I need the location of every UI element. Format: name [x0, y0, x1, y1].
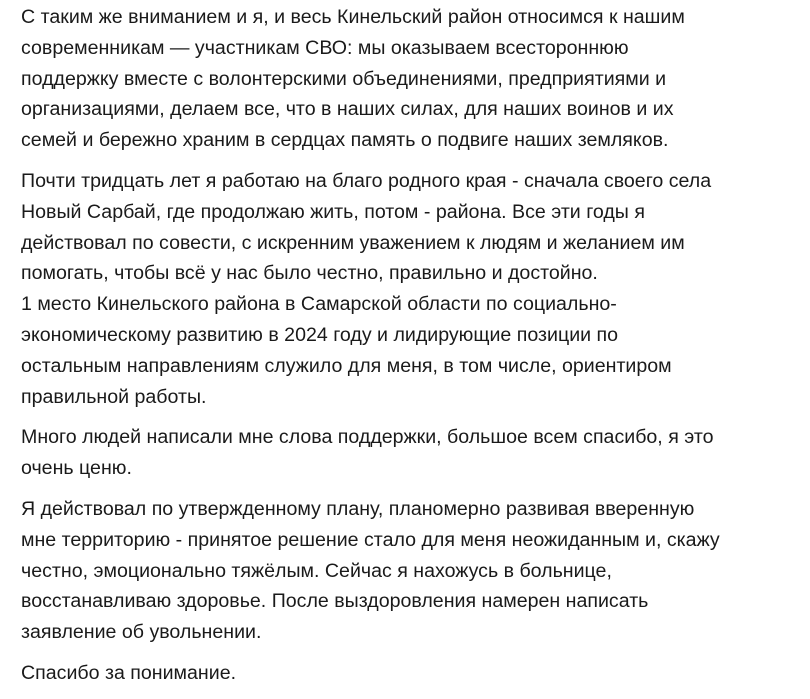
paragraph-thirty-years [21, 166, 801, 412]
text-line: помогать, чтобы всё у нас было честно, правильно и достойно. [21, 262, 598, 285]
text-line: современникам — участникам СВО: мы оказываем всестороннюю [21, 36, 629, 59]
text-line: остальным направлениям служило для меня, в том числе, ориентиром [21, 354, 672, 377]
text-line: Много людей написали мне слова поддержки, большое всем спасибо, я это [21, 426, 714, 449]
text-line: очень ценю. [21, 457, 132, 480]
text-line: правильной работы. [21, 385, 207, 408]
text-line: честно, эмоционально тяжёлым. Сейчас я нахожусь в больнице, [21, 559, 612, 582]
text-line: экономическому развитию в 2024 году и лидирующие позиции по [21, 323, 619, 346]
paragraph-svo-support [21, 2, 801, 156]
text-line: поддержку вместе с волонтерскими объединениями, предприятиями и [21, 67, 667, 90]
text-line: семей и бережно храним в сердцах память о подвиге наших земляков. [21, 129, 669, 152]
text-line: Новый Сарбай, где продолжаю жить, потом - района. Все эти годы я [21, 200, 645, 223]
post-body [21, 2, 801, 699]
text-line: действовал по совести, с искренним уважением к людям и желанием им [21, 231, 685, 254]
paragraph-thanks-support [21, 422, 801, 484]
text-line: Спасибо за понимание. [21, 661, 237, 684]
paragraph-closing [21, 658, 801, 689]
text-line: Почти тридцать лет я работаю на благо родного края - сначала своего села [21, 169, 712, 192]
text-line: мне территорию - принятое решение стало для меня неожиданным и, скажу [21, 528, 720, 551]
text-line: 1 место Кинельского района в Самарской области по социально- [21, 293, 617, 316]
text-line: восстанавливаю здоровье. После выздоровления намерен написать [21, 590, 649, 613]
text-line: С таким же вниманием и я, и весь Кинельский район относимся к нашим [21, 6, 685, 28]
text-line: организациями, делаем все, что в наших силах, для наших воинов и их [21, 98, 674, 121]
paragraph-resignation [21, 494, 801, 648]
text-line: заявление об увольнении. [21, 621, 262, 644]
text-line: Я действовал по утвержденному плану, планомерно развивая вверенную [21, 497, 695, 520]
